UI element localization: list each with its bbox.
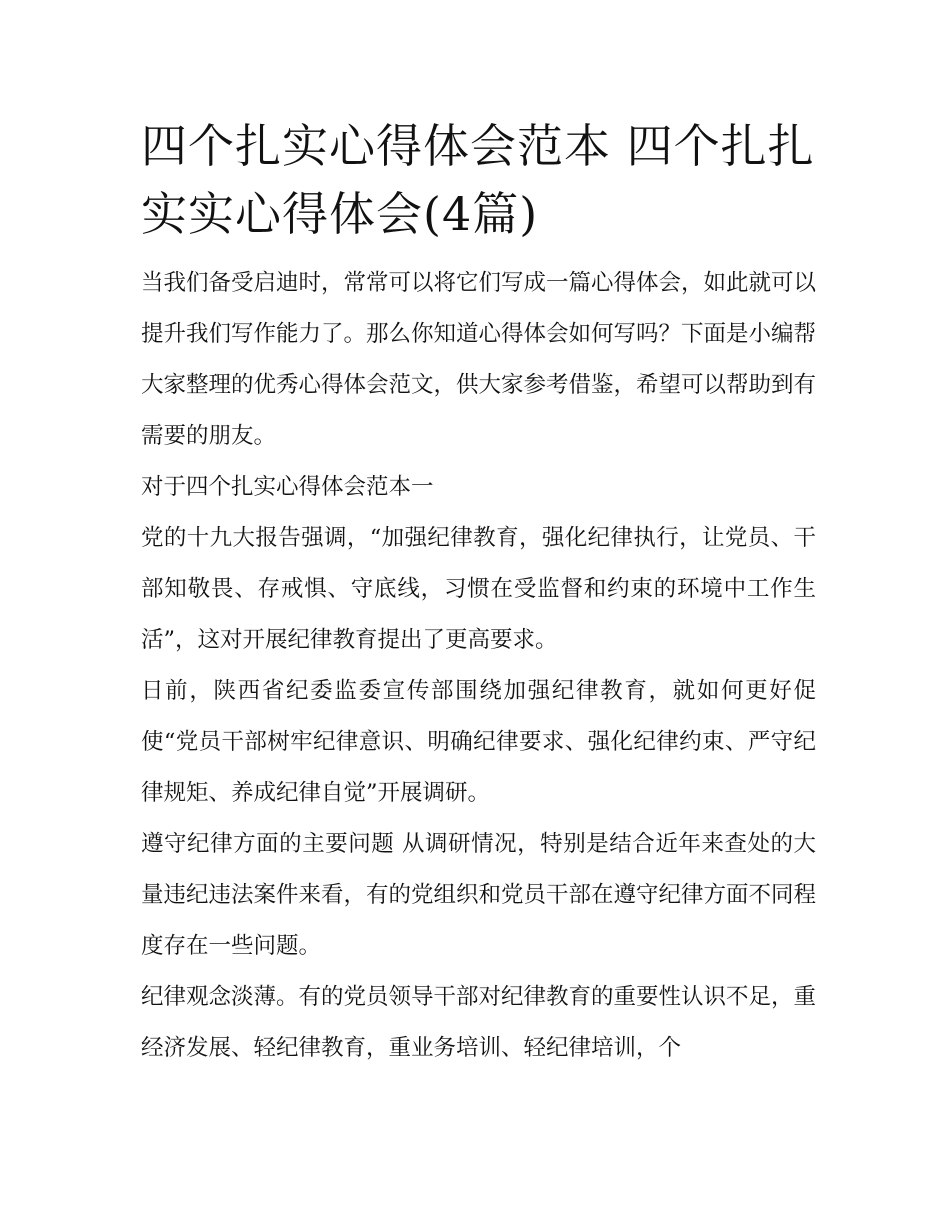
body-paragraph: 纪律观念淡薄。有的党员领导干部对纪律教育的重要性认识不足，重经济发展、轻纪律教育，重业务培训、轻纪律培训，个 [141, 984, 817, 1061]
body-paragraph: 遵守纪律方面的主要问题 从调研情况，特别是结合近年来查处的大量违纪违法案件来看，有的党组织和党员干部在遵守纪律方面不同程度存在一些问题。 [141, 831, 817, 959]
section-heading: 对于四个扎实心得体会范本一 [141, 474, 434, 500]
document-title: 四个扎实心得体会范本 四个扎扎实实心得体会(4篇) [141, 119, 815, 241]
body-paragraph: 党的十九大报告强调，“加强纪律教育，强化纪律执行，让党员、干部知敬畏、存戒惧、守底线，习惯在受监督和约束的环境中工作生活”，这对开展纪律教育提出了更高要求。 [141, 525, 816, 653]
body-paragraph: 日前，陕西省纪委监委宣传部围绕加强纪律教育，就如何更好促使“党员干部树牢纪律意识、明确纪律要求、强化纪律约束、严守纪律规矩、养成纪律自觉”开展调研。 [141, 678, 816, 806]
intro-paragraph: 当我们备受启迪时，常常可以将它们写成一篇心得体会，如此就可以提升我们写作能力了。那么你知道心得体会如何写吗？下面是小编帮大家整理的优秀心得体会范文，供大家参考借鉴，希望可以帮助到有需要的朋友。 [141, 270, 817, 449]
document-body [141, 112, 816, 1074]
